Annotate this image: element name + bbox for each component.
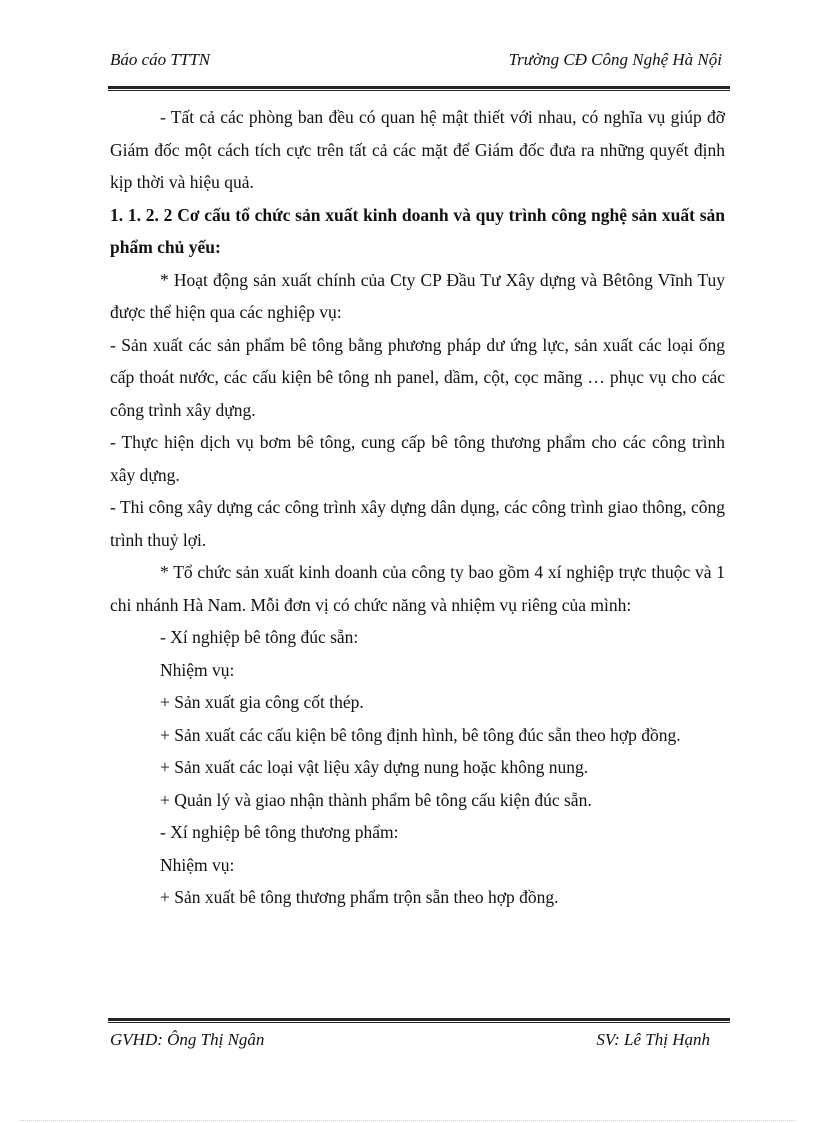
header-school-name: Trường CĐ Công Nghệ Hà Nội — [508, 50, 722, 69]
list-item-pumping-service: - Thực hiện dịch vụ bơm bê tông, cung cấp bê tông thương phẩm cho các công trình xây dựng. — [110, 432, 725, 485]
header-double-rule — [108, 86, 730, 91]
list-item-duty: + Sản xuất các cấu kiện bê tông định hình, bê tông đúc sẵn theo hợp đồng. — [160, 724, 681, 745]
list-item-commercial-enterprise: - Xí nghiệp bê tông thương phẩm: — [160, 822, 399, 842]
page-footer — [110, 1030, 710, 1054]
list-item-duty: + Sản xuất bê tông thương phẩm trộn sẵn theo hợp đồng. — [160, 887, 559, 907]
footer-double-rule — [108, 1018, 730, 1023]
list-item-duty: + Quản lý và giao nhận thành phẩm bê tông cấu kiện đúc sẵn. — [160, 789, 592, 810]
label-duties: Nhiệm vụ: — [160, 854, 235, 875]
section-heading: 1. 1. 2. 2 Cơ cấu tổ chức sản xuất kinh doanh và quy trình công nghệ sản xuất sản phẩm chủ yếu: — [110, 204, 725, 257]
paragraph-organization: * Tổ chức sản xuất kinh doanh của công ty bao gồm 4 xí nghiệp trực thuộc và 1 chi nhánh Hà Nam. Mỗi đơn vị có chức năng và nhiệm vụ riêng của mình: — [110, 562, 725, 615]
list-item-construction: - Thi công xây dựng các công trình xây dựng dân dụng, các công trình giao thông, công trình thuỷ lợi. — [110, 497, 725, 550]
list-item-precast-enterprise: - Xí nghiệp bê tông đúc sẵn: — [160, 627, 359, 647]
list-item-duty: + Sản xuất gia công cốt thép. — [160, 692, 364, 712]
footer-supervisor: GVHD: Ông Thị Ngân — [110, 1030, 265, 1049]
page-body — [110, 101, 725, 914]
list-item-concrete-products: - Sản xuất các sản phẩm bê tông bằng phương pháp dư ứng lực, sản xuất các loại ống cấp thoát nước, các cấu kiện bê tông nh panel, dầm, cột, cọc mãng … phục vụ cho các công trình xây dựng. — [110, 334, 725, 420]
page-header — [110, 50, 722, 74]
list-item-duty: + Sản xuất các loại vật liệu xây dựng nung hoặc không nung. — [160, 757, 589, 777]
header-report-title: Báo cáo TTTN — [110, 50, 211, 69]
page-edge-divider — [20, 1120, 796, 1121]
footer-student: SV: Lê Thị Hạnh — [596, 1030, 710, 1049]
paragraph-main-activities: * Hoạt động sản xuất chính của Cty CP Đầu Tư Xây dựng và Bêtông Vĩnh Tuy được thể hiện qua các nghiệp vụ: — [110, 269, 725, 322]
paragraph-departments-relation: - Tất cả các phòng ban đều có quan hệ mật thiết với nhau, có nghĩa vụ giúp đỡ Giám đốc một cách tích cực trên tất cả các mặt để Giám đốc đưa ra những quyết định kịp thời và hiệu quả. — [110, 107, 725, 192]
label-duties: Nhiệm vụ: — [160, 659, 235, 680]
